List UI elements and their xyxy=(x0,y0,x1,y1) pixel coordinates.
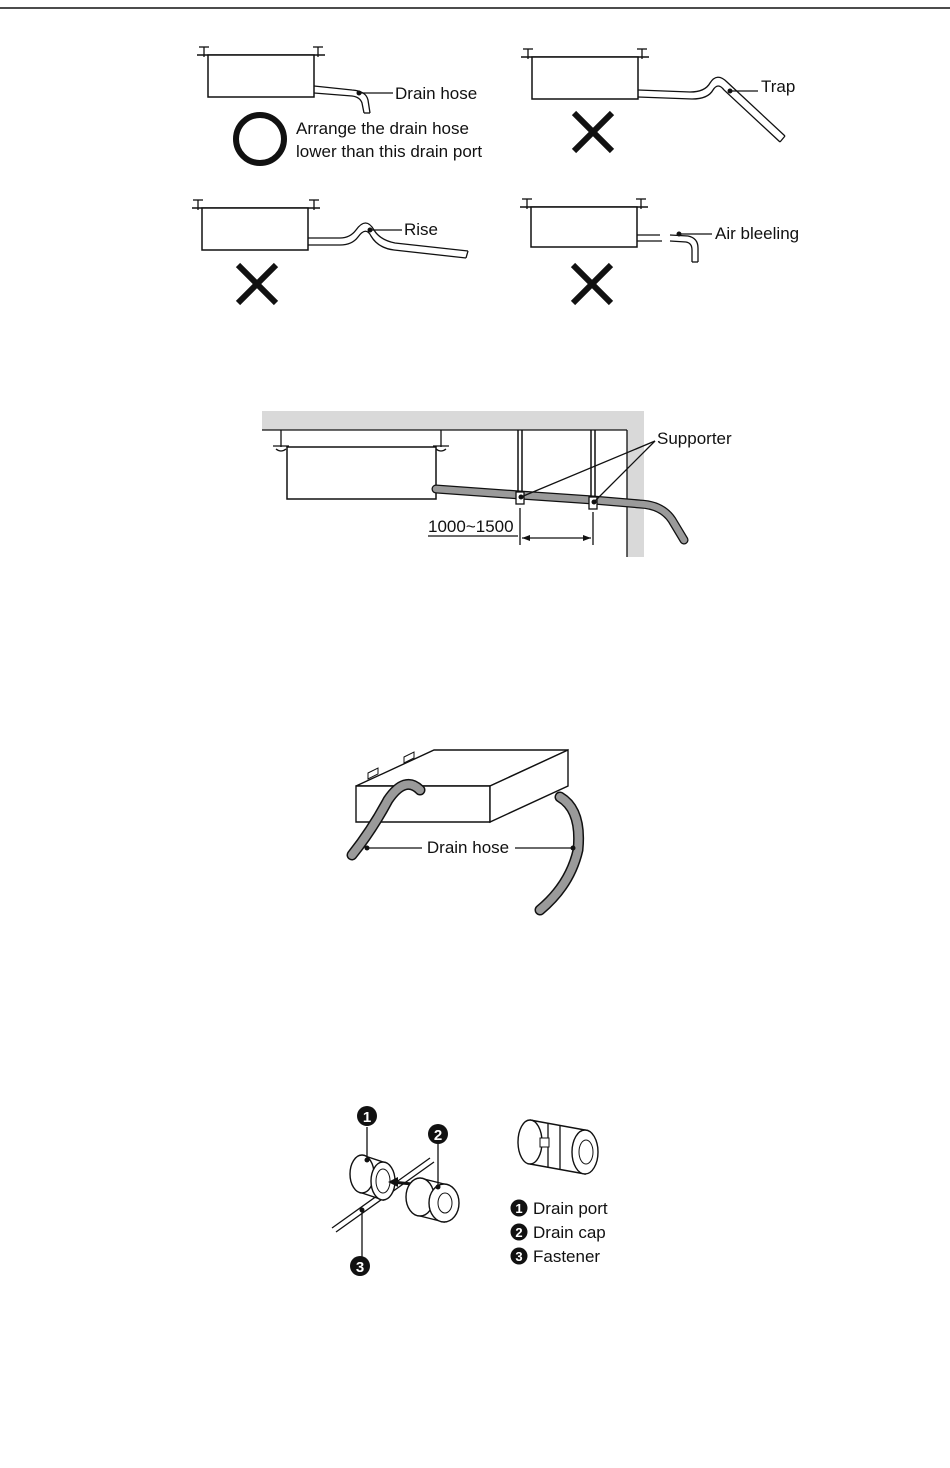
indoor-unit xyxy=(208,55,314,97)
air-bleeling-label: Air bleeling xyxy=(715,224,800,243)
legend-drain-cap: Drain cap xyxy=(533,1223,606,1242)
drain-cap-diagram xyxy=(332,1106,608,1276)
drain-hose-label: Drain hose xyxy=(395,84,478,103)
drain-hose-gap xyxy=(670,235,698,262)
note-line2: lower than this drain port xyxy=(296,142,483,161)
ceiling xyxy=(262,411,644,430)
cross-wrong-icon xyxy=(573,265,611,303)
supporter-label: Supporter xyxy=(657,429,732,448)
panel-trap xyxy=(521,49,795,151)
legend-drain-port: Drain port xyxy=(533,1199,608,1218)
cross-wrong-icon xyxy=(574,113,612,151)
indoor-unit xyxy=(202,208,308,250)
rise-label: Rise xyxy=(404,220,439,239)
drain-hose-rise xyxy=(308,223,468,251)
legend xyxy=(511,1199,608,1266)
svg-text:2: 2 xyxy=(515,1225,523,1240)
indoor-unit xyxy=(532,57,638,99)
indoor-unit xyxy=(531,207,637,247)
circle-correct-icon xyxy=(236,115,284,163)
drain-hose-label: Drain hose xyxy=(426,838,510,857)
panel-air-bleeling xyxy=(520,199,799,303)
drain-hose-perspective xyxy=(352,750,579,910)
panel-rise xyxy=(192,200,468,303)
distance-label: 1000~1500 xyxy=(428,517,514,536)
svg-text:3: 3 xyxy=(515,1249,523,1264)
legend-fastener: Fastener xyxy=(533,1247,601,1266)
marker-3: 3 xyxy=(355,1259,365,1276)
drain-port-part xyxy=(350,1155,374,1193)
supporter-diagram xyxy=(262,411,732,557)
trap-label: Trap xyxy=(761,77,796,96)
marker-1: 1 xyxy=(362,1109,372,1126)
assembled-drain-cap xyxy=(518,1120,598,1174)
marker-2: 2 xyxy=(433,1127,443,1144)
panel-correct xyxy=(197,47,482,163)
note-line1: Arrange the drain hose xyxy=(296,119,469,138)
cross-wrong-icon xyxy=(238,265,276,303)
wall xyxy=(627,411,644,557)
drain-hose xyxy=(314,86,370,113)
svg-text:1: 1 xyxy=(515,1201,523,1216)
indoor-unit xyxy=(287,447,436,499)
